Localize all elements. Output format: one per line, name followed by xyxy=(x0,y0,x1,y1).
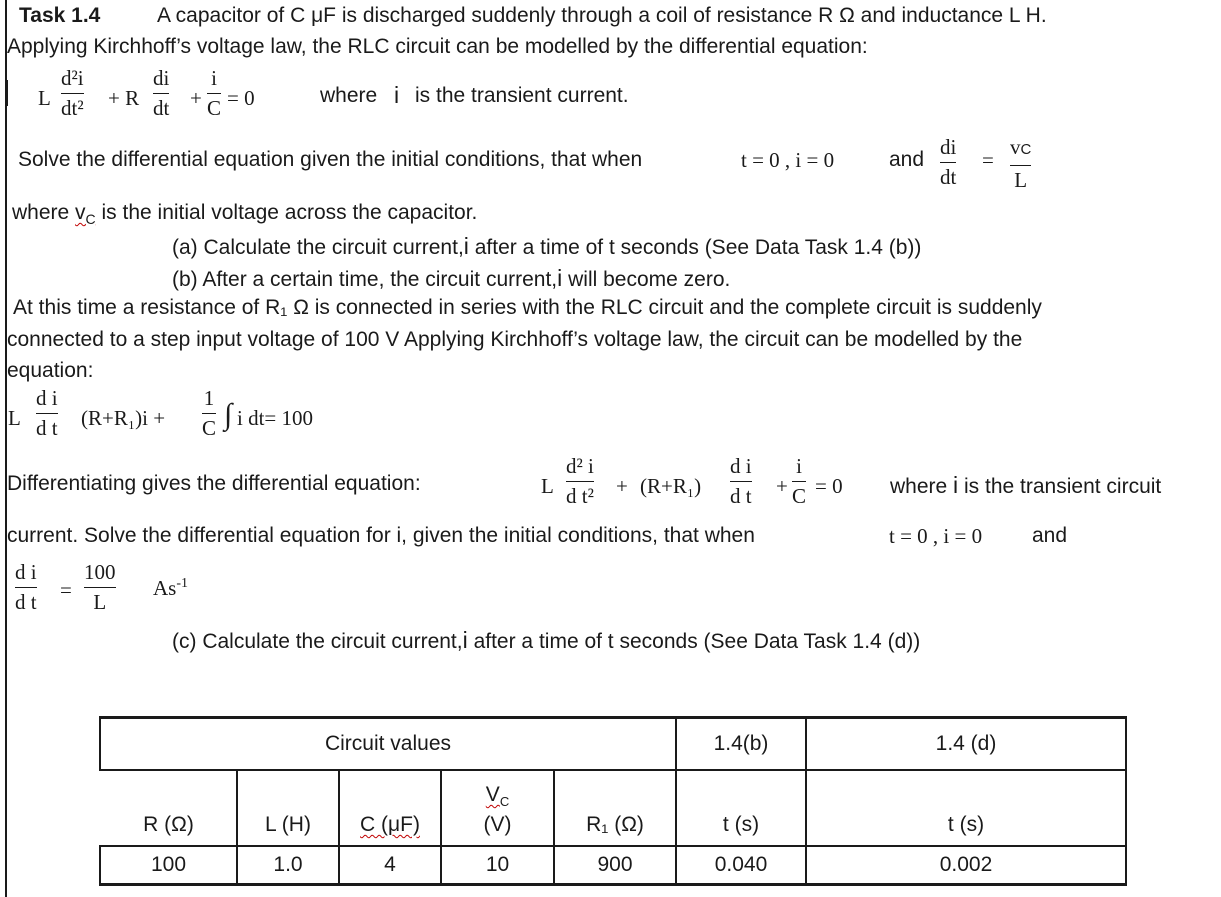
cell-vc: 10 xyxy=(441,846,554,885)
col-header-r: R (Ω) xyxy=(100,770,237,846)
cell-t-d: 0.002 xyxy=(806,846,1126,885)
eq1-frac-d2i-dt2: d²i dt² xyxy=(61,66,84,120)
table-column-header-row xyxy=(100,770,1126,846)
initial-condition-2: t = 0 , i = 0 xyxy=(889,524,983,548)
eq3-frac-i-C: i C xyxy=(792,454,807,508)
intro-line-1: A capacitor of C μF is discharged suddenly through a coil of resistance R Ω and inductance L H. xyxy=(157,4,1047,27)
col-header-c: C (μF) xyxy=(339,770,441,846)
eq2-frac-di-dt: d i d t xyxy=(36,386,58,440)
table-header-circuit-values: Circuit values xyxy=(100,718,676,771)
cond-frac-equals: = xyxy=(982,148,994,172)
page-border-left xyxy=(5,0,7,897)
circuit-data-table xyxy=(99,716,1127,886)
eq1-plus: + xyxy=(190,86,202,110)
part-b: (b) After a certain time, the circuit current,i will become zero. xyxy=(172,265,731,291)
eq1-equals-zero: = 0 xyxy=(227,86,255,110)
where2-line: where i is the transient circuit xyxy=(890,472,1162,498)
eq1-plus-R: + R xyxy=(108,86,140,110)
eq3-middle: (R+R₁) xyxy=(640,474,702,498)
table-header-1-4d: 1.4 (d) xyxy=(806,718,1126,771)
differentiating-text: Differentiating gives the differential equation: xyxy=(7,472,421,495)
para2-line-3: equation: xyxy=(7,359,94,382)
task-label: Task 1.4 xyxy=(19,4,101,27)
cond3-frac-100-L: 100 L xyxy=(84,560,116,614)
col-header-r1: R₁ (Ω) xyxy=(554,770,676,846)
eq1-frac-di-dt: di dt xyxy=(153,66,170,120)
cell-r: 100 xyxy=(100,846,237,885)
eq3-frac-d2i-dt2: d² i d t² xyxy=(566,454,594,508)
integral-icon: ∫ xyxy=(224,398,233,431)
solve-line: Solve the differential equation given the initial conditions, that when xyxy=(18,148,643,171)
eq1-is-text: is the transient current. xyxy=(415,84,629,107)
col-header-vc: $V_C$ (V) xyxy=(441,770,554,846)
initial-condition-1: t = 0 , i = 0 xyxy=(741,148,835,172)
cond3-equals: = xyxy=(60,578,72,602)
and-text-2: and xyxy=(1032,524,1068,547)
para2-line-1: At this time a resistance of R₁ Ω is connected in series with the RLC circuit and the complete circuit is suddenly xyxy=(13,296,1042,319)
cell-t-b: 0.040 xyxy=(676,846,806,885)
current-line: current. Solve the differential equation for i, given the initial conditions, that when xyxy=(7,524,755,547)
eq1-frac-i-C: i C xyxy=(207,66,222,120)
cell-r1: 900 xyxy=(554,846,676,885)
cell-l: 1.0 xyxy=(237,846,339,885)
eq3-L: L xyxy=(541,474,554,498)
table-row xyxy=(100,846,1126,885)
col-header-t-b: t (s) xyxy=(676,770,806,846)
part-c: (c) Calculate the circuit current,i after a time of t seconds (See Data Task 1.4 (d)) xyxy=(172,627,921,653)
and-text-1: and xyxy=(889,148,925,171)
eq2-middle: (R+R₁)i + xyxy=(81,406,166,430)
eq3-plus-2: + xyxy=(776,474,788,498)
eq2-tail: i dt= 100 xyxy=(237,406,314,430)
eq1-L: L xyxy=(38,86,51,110)
eq1-where: where xyxy=(320,84,378,107)
eq2-L: L xyxy=(8,406,21,430)
eq3-plus-1: + xyxy=(616,474,628,498)
table-group-header-row xyxy=(100,718,1126,771)
para2-line-2: connected to a step input voltage of 100 V Applying Kirchhoff’s voltage law, the circuit can be modelled by the xyxy=(7,328,1023,351)
eq1-i-symbol: i xyxy=(394,82,400,108)
part-a: (a) Calculate the circuit current,i after a time of t seconds (See Data Task 1.4 (b)) xyxy=(172,233,922,259)
col-header-l: L (H) xyxy=(237,770,339,846)
where-vc-line: where $v_C$ is the initial voltage across the capacitor. xyxy=(12,201,478,228)
col-header-t-d: t (s) xyxy=(806,770,1126,846)
cond-frac-di-dt: di dt xyxy=(940,135,957,189)
page-border-left-accent xyxy=(5,80,8,106)
eq2-frac-1-C: 1 C xyxy=(202,386,217,440)
cell-c: 4 xyxy=(339,846,441,885)
intro-line-2: Applying Kirchhoff’s voltage law, the RLC circuit can be modelled by the differential equation: xyxy=(7,35,868,58)
eq3-frac-di-dt: d i d t xyxy=(730,454,752,508)
cond3-frac-di-dt: d i d t xyxy=(15,560,37,614)
table-header-1-4b: 1.4(b) xyxy=(676,718,806,771)
cond-frac-vc-L: vC L xyxy=(1010,135,1032,192)
cond3-unit: $As^{-1}$ xyxy=(153,576,189,600)
eq3-equals-zero: = 0 xyxy=(815,474,843,498)
